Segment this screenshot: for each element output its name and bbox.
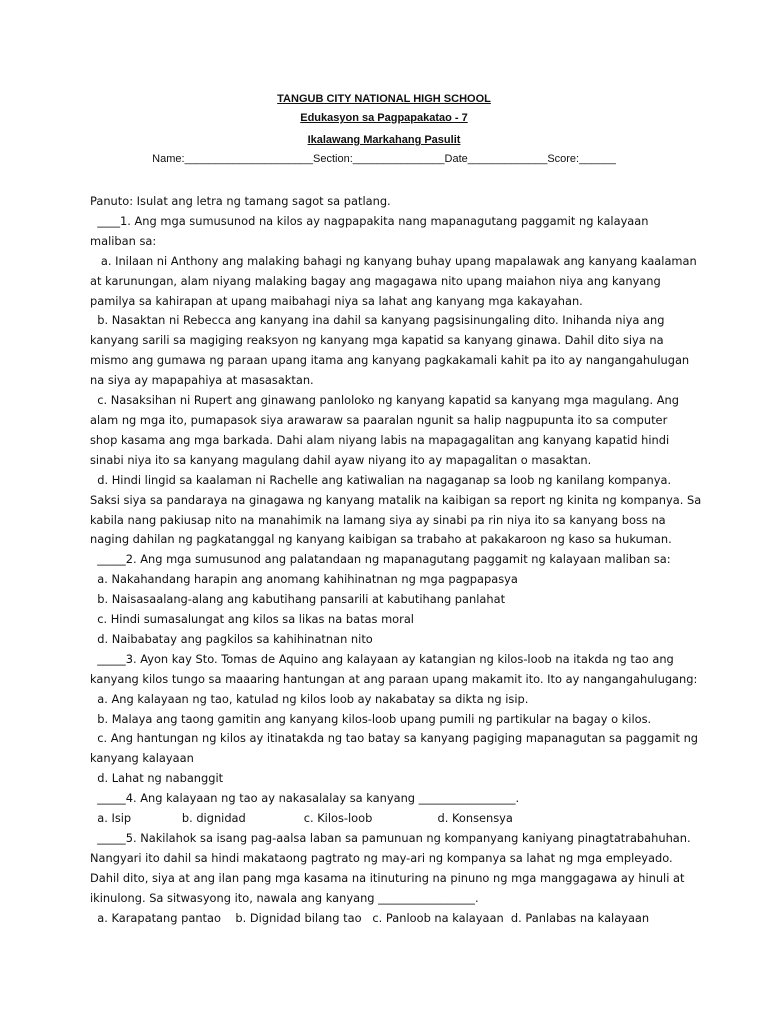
question-5-cont: ikinulong. Sa sitwasyong ito, nawala ang kanyang _________________. [90,890,479,905]
q2-option-a: a. Nakahandang harapin ang anomang kahihinatnan ng mga pagpapasya [90,572,518,587]
exam-body [90,192,702,929]
q3-option-c: c. Ang hantungan ng kilos ay itinatakda ng tao batay sa kanyang pagiging mapanagutan sa paggamit ng [90,731,699,746]
question-5-cont: Nangyari ito dahil sa hindi makataong pagtrato ng may-ari ng kompanya sa lahat ng mga empleyado. [90,850,673,865]
q1-option-b-cont: na siya ay mapapahiya at masasaktan. [90,373,314,388]
q1-option-c-cont: sinabi niya ito sa kanyang magulang dahil ayaw niyang ito ay mapagalitan o masaktan. [90,452,592,467]
q1-option-d: d. Hindi lingid sa kaalaman ni Rachelle ang katiwalian na nagaganap sa loob ng kanilang kompanya. [90,472,672,487]
question-2: _____2. Ang mga sumusunod ang palatandaan ng mapanagutang paggamit ng kalayaan maliban sa: [90,552,671,567]
q1-option-a: a. Inilaan ni Anthony ang malaking bahagi ng kanyang buhay upang mapalawak ang kanyang kaalaman [90,253,697,268]
q1-option-a-cont: pamilya sa kahirapan at upang maibahagi niya sa lahat ang kanyang mga kakayahan. [90,293,583,308]
q3-option-a: a. Ang kalayaan ng tao, katulad ng kilos loob ay nakabatay sa dikta ng isip. [90,691,529,706]
q3-option-d: d. Lahat ng nabanggit [90,771,224,786]
question-5-cont: Dahil dito, siya at ang ilan pang mga kasama na itinuturing na pinuno ng mga manggagawa ay hinuli at [90,870,685,885]
question-3-cont: kanyang kilos tungo sa maaaring hantungan at ang paraan upang makamit ito. Ito ay nangangahulugang: [90,671,698,686]
q1-option-c-cont: shop kasama ang mga barkada. Dahi alam niyang labis na mapagagalitan ang kanyang kapatid hindi [90,432,670,447]
q1-option-a-cont: at karunungan, alam niyang malaking bagay ang magagawa nito upang maiahon niya ang kanyang [90,273,661,288]
q1-option-d-cont: Saksi siya sa pandaraya na ginagawa ng kanyang matalik na kaibigan sa report ng kinita ng kompanya. Sa [90,492,702,507]
exam-title: Ikalawang Markahang Pasulit [307,134,461,146]
q4-options: a. Isip b. dignidad c. Kilos-loob d. Konsensya [90,811,513,826]
question-1: ____1. Ang mga sumusunod na kilos ay nagpapakita nang mapanagutang paggamit ng kalayaan [90,213,649,228]
q2-option-d: d. Naibabatay ang pagkilos sa kahihinatnan nito [90,631,373,646]
q1-option-d-cont: naging dahilan ng pagkatanggal ng kanyang kaibigan sa trabaho at pakakaroon ng kaso sa hukuman. [90,532,672,547]
q2-option-c: c. Hindi sumasalungat ang kilos sa likas na batas moral [90,612,414,627]
question-1-cont: maliban sa: [90,233,157,248]
q1-option-b: b. Nasaktan ni Rebecca ang kanyang ina dahil sa kanyang pagsisinungaling dito. Inihanda niya ang [90,313,665,328]
q1-option-d-cont: kabila nang pakiusap nito na manahimik na lamang siya ay sinabi pa rin niya ito sa kanyang boss na [90,512,666,527]
question-5: _____5. Nakilahok sa isang pag-aalsa laban sa pamunuan ng kompanyang kaniyang pinagtatrabahuhan. [90,831,691,845]
q3-option-c-cont: kanyang kalayaan [90,751,194,766]
school-name: TANGUB CITY NATIONAL HIGH SCHOOL [277,93,491,105]
q1-option-b-cont: mismo ang gumawa ng paraan upang itama ang kanyang pagkakamali kahit pa ito ay nangangahulugan [90,353,690,368]
q3-option-b: b. Malaya ang taong gamitin ang kanyang kilos-loob upang pumili ng partikular na bagay o kilos. [90,711,652,726]
q2-option-b: b. Naisasaalang-alang ang kabutihang pansarili at kabutihang panlahat [90,592,506,607]
student-info-line: Name:_____________________Section:_______________Date_____________Score:______ [152,153,616,165]
q1-option-c-cont: alam ng mga ito, pumapasok siya arawaraw sa paaralan ngunit sa halip nagpupunta ito sa computer [90,412,668,427]
question-3: _____3. Ayon kay Sto. Tomas de Aquino ang kalayaan ay katangian ng kilos-loob na itakda ng tao ang [90,651,674,666]
q1-option-c: c. Nasaksihan ni Rupert ang ginawang panloloko ng kanyang kapatid sa kanyang mga magulang. Ang [90,393,679,408]
instructions: Panuto: Isulat ang letra ng tamang sagot sa patlang. [90,194,391,208]
subject-title: Edukasyon sa Pagpapakatao - 7 [300,112,468,124]
q5-options: a. Karapatang pantao b. Dignidad bilang tao c. Panloob na kalayaan d. Panlabas na kalayaan [90,910,650,925]
question-4: _____4. Ang kalayaan ng tao ay nakasalalay sa kanyang _________________. [90,791,520,806]
q1-option-b-cont: kanyang sarili sa magiging reaksyon ng kanyang mga kapatid sa kanyang ginawa. Dahil dito siya na [90,333,664,348]
